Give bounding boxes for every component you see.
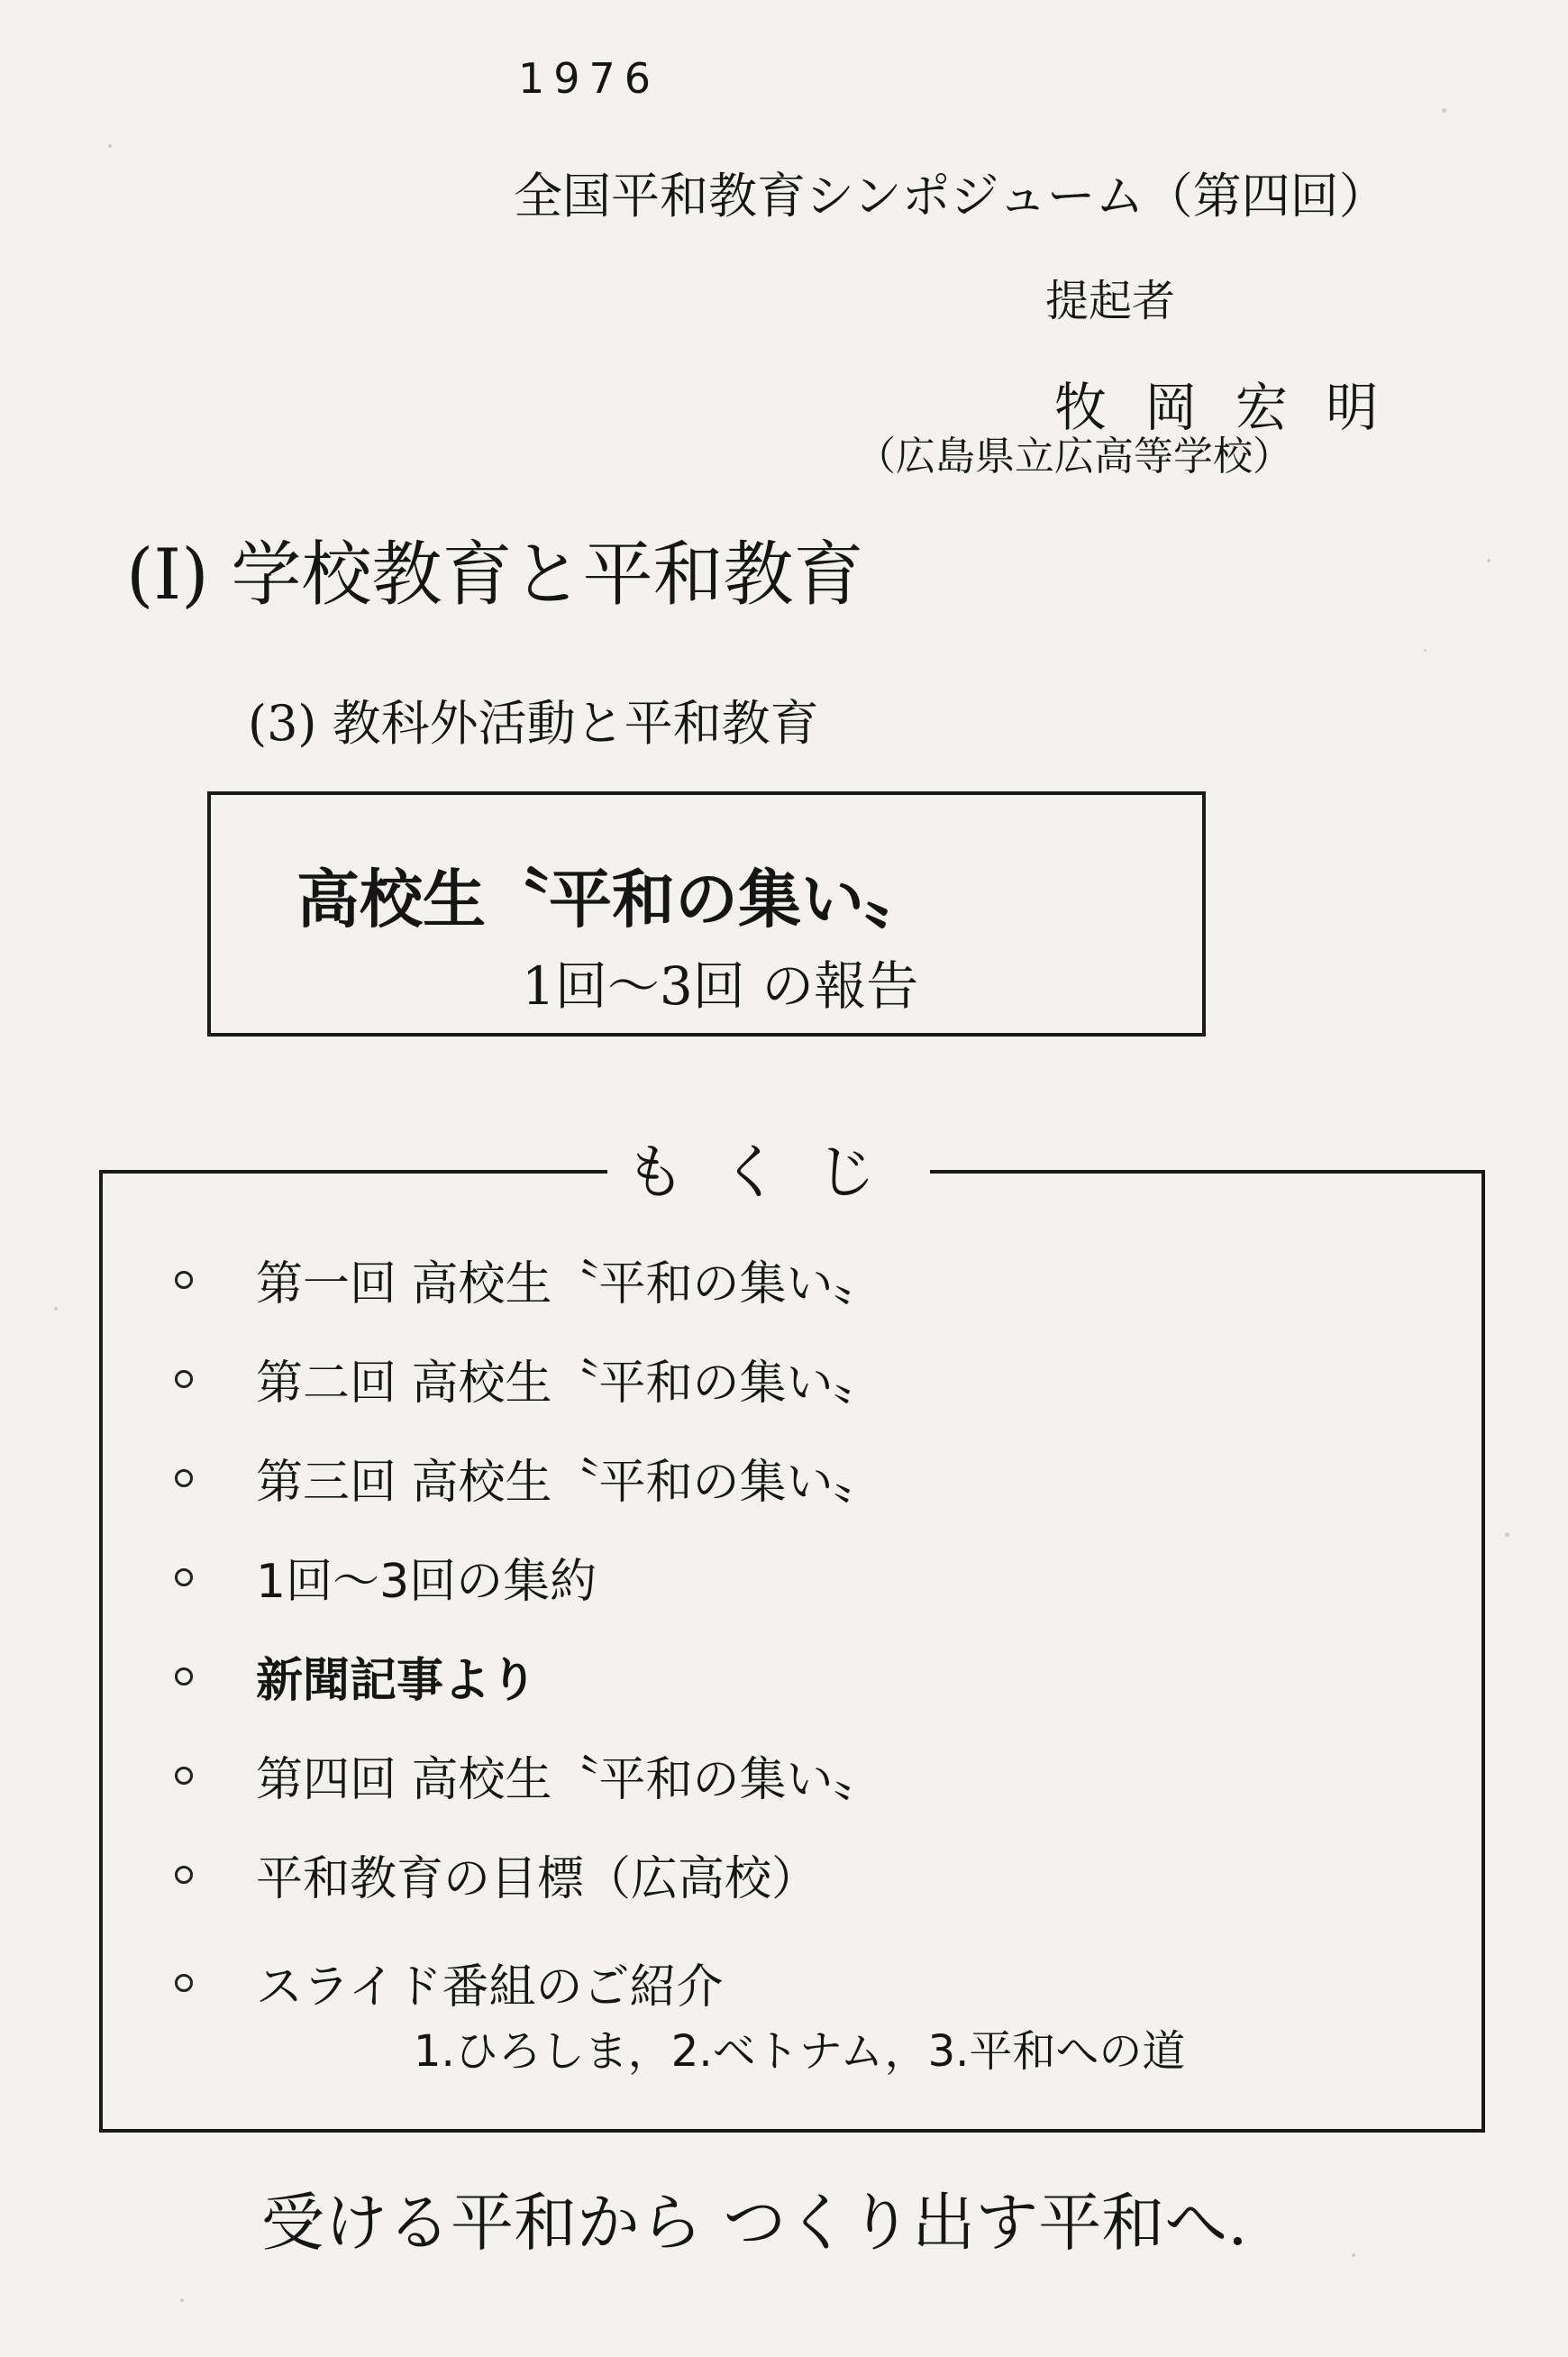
report-title: 高校生〝平和の集い〟 bbox=[296, 862, 927, 936]
section-subheading: (3) 教科外活動と平和教育 bbox=[248, 695, 819, 752]
bullet-icon bbox=[175, 1974, 193, 1992]
toc-box: もくじ 第一回 高校生〝平和の集い〟 第二回 高校生〝平和の集い〟 第三回 高校生〝平和の集い〟 1回〜3回の集約 新聞記事より 第四回 高校生〝平和の集い〟 平和教育の目標（広高校） スライド番組のご紹介 1.ひろしま，2.ベトナム，3.平和への道 bbox=[99, 1170, 1485, 2133]
bullet-icon bbox=[175, 1469, 193, 1487]
report-subtitle: 1回〜3回 の報告 bbox=[522, 955, 919, 1017]
presenter-name: 牧 岡 宏 明 bbox=[1054, 377, 1390, 438]
toc-title: もくじ bbox=[607, 1124, 930, 1210]
bullet-icon bbox=[175, 1866, 193, 1884]
affiliation: （広島県立広高等学校） bbox=[856, 434, 1292, 480]
year: 1976 bbox=[518, 54, 661, 103]
bullet-icon bbox=[175, 1767, 193, 1785]
slogan: 受ける平和から つくり出す平和へ. bbox=[261, 2186, 1248, 2260]
section-heading: (Ⅰ) 学校教育と平和教育 bbox=[126, 534, 864, 616]
bullet-icon bbox=[175, 1370, 193, 1388]
bullet-icon bbox=[175, 1667, 193, 1686]
bullet-icon bbox=[175, 1271, 193, 1289]
bullet-icon bbox=[175, 1568, 193, 1586]
symposium-title: 全国平和教育シンポジューム（第四回） bbox=[514, 168, 1388, 224]
presenter-label: 提起者 bbox=[1045, 276, 1176, 326]
report-box bbox=[207, 791, 1206, 1037]
slides-detail: 1.ひろしま，2.ベトナム，3.平和への道 bbox=[414, 2026, 1186, 2077]
